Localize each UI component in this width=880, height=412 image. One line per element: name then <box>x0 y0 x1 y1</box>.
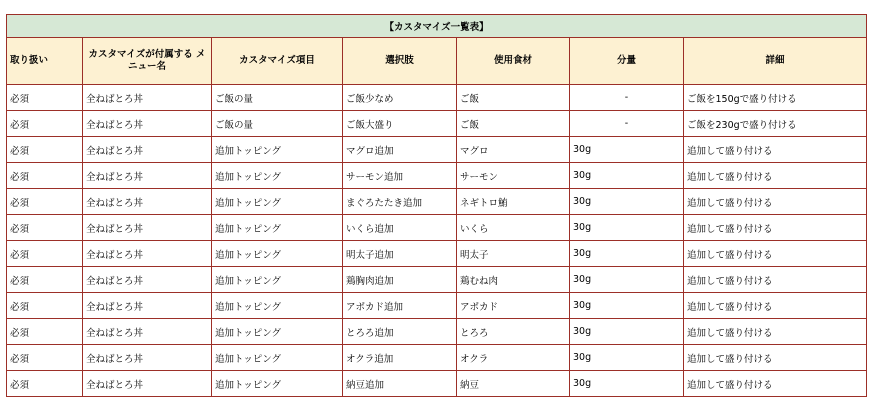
cell-menu-name: 全ねばとろ丼 <box>83 215 212 241</box>
table-header-row <box>7 38 867 85</box>
cell-option: ご飯大盛り <box>343 111 457 137</box>
cell-ingredient: ご飯 <box>457 111 570 137</box>
cell-handling: 必須 <box>7 267 83 293</box>
cell-detail: 追加して盛り付ける <box>684 163 867 189</box>
cell-custom-item: 追加トッピング <box>212 215 343 241</box>
cell-ingredient: ネギトロ鮪 <box>457 189 570 215</box>
cell-menu-name: 全ねばとろ丼 <box>83 371 212 397</box>
cell-detail: 追加して盛り付ける <box>684 189 867 215</box>
table-row[interactable] <box>7 267 867 293</box>
cell-ingredient: ご飯 <box>457 85 570 111</box>
cell-option: サーモン追加 <box>343 163 457 189</box>
table-row[interactable] <box>7 215 867 241</box>
cell-custom-item: 追加トッピング <box>212 293 343 319</box>
cell-custom-item: 追加トッピング <box>212 319 343 345</box>
header-detail: 詳細 <box>684 38 867 85</box>
header-ingredient: 使用食材 <box>457 38 570 85</box>
cell-handling: 必須 <box>7 111 83 137</box>
cell-menu-name: 全ねばとろ丼 <box>83 137 212 163</box>
cell-amount: 30g <box>570 189 684 215</box>
header-menu-name: カスタマイズが付属する メニュー名 <box>83 38 212 85</box>
cell-amount: - <box>570 111 684 137</box>
cell-handling: 必須 <box>7 163 83 189</box>
cell-option: マグロ追加 <box>343 137 457 163</box>
table-row[interactable] <box>7 137 867 163</box>
cell-amount: 30g <box>570 137 684 163</box>
cell-amount: - <box>570 85 684 111</box>
cell-custom-item: 追加トッピング <box>212 267 343 293</box>
cell-ingredient: マグロ <box>457 137 570 163</box>
customization-table <box>6 14 867 397</box>
cell-custom-item: 追加トッピング <box>212 163 343 189</box>
cell-handling: 必須 <box>7 137 83 163</box>
table-body <box>7 85 867 397</box>
cell-option: 鶏胸肉追加 <box>343 267 457 293</box>
cell-ingredient: いくら <box>457 215 570 241</box>
table-row[interactable] <box>7 293 867 319</box>
cell-option: 納豆追加 <box>343 371 457 397</box>
cell-amount: 30g <box>570 215 684 241</box>
cell-handling: 必須 <box>7 85 83 111</box>
cell-option: ご飯少なめ <box>343 85 457 111</box>
cell-menu-name: 全ねばとろ丼 <box>83 241 212 267</box>
cell-ingredient: 鶏むね肉 <box>457 267 570 293</box>
customization-sheet <box>6 14 866 397</box>
cell-option: まぐろたたき追加 <box>343 189 457 215</box>
cell-custom-item: 追加トッピング <box>212 345 343 371</box>
table-row[interactable] <box>7 241 867 267</box>
cell-handling: 必須 <box>7 319 83 345</box>
cell-menu-name: 全ねばとろ丼 <box>83 319 212 345</box>
cell-amount: 30g <box>570 345 684 371</box>
cell-custom-item: 追加トッピング <box>212 371 343 397</box>
table-row[interactable] <box>7 371 867 397</box>
cell-option: とろろ追加 <box>343 319 457 345</box>
cell-option: 明太子追加 <box>343 241 457 267</box>
cell-menu-name: 全ねばとろ丼 <box>83 267 212 293</box>
cell-handling: 必須 <box>7 371 83 397</box>
cell-ingredient: オクラ <box>457 345 570 371</box>
cell-detail: 追加して盛り付ける <box>684 267 867 293</box>
cell-menu-name: 全ねばとろ丼 <box>83 85 212 111</box>
cell-detail: 追加して盛り付ける <box>684 137 867 163</box>
header-custom-item: カスタマイズ項目 <box>212 38 343 85</box>
cell-ingredient: とろろ <box>457 319 570 345</box>
cell-custom-item: 追加トッピング <box>212 137 343 163</box>
cell-detail: ご飯を230gで盛り付ける <box>684 111 867 137</box>
cell-custom-item: 追加トッピング <box>212 189 343 215</box>
cell-amount: 30g <box>570 371 684 397</box>
table-title: 【カスタマイズ一覧表】 <box>7 15 867 38</box>
header-handling: 取り扱い <box>7 38 83 85</box>
cell-custom-item: 追加トッピング <box>212 241 343 267</box>
cell-amount: 30g <box>570 293 684 319</box>
cell-handling: 必須 <box>7 241 83 267</box>
cell-option: オクラ追加 <box>343 345 457 371</box>
cell-custom-item: ご飯の量 <box>212 111 343 137</box>
header-option: 選択肢 <box>343 38 457 85</box>
cell-ingredient: 明太子 <box>457 241 570 267</box>
cell-detail: 追加して盛り付ける <box>684 371 867 397</box>
cell-custom-item: ご飯の量 <box>212 85 343 111</box>
cell-detail: 追加して盛り付ける <box>684 293 867 319</box>
table-row[interactable] <box>7 163 867 189</box>
table-row[interactable] <box>7 85 867 111</box>
cell-menu-name: 全ねばとろ丼 <box>83 345 212 371</box>
cell-amount: 30g <box>570 319 684 345</box>
table-row[interactable] <box>7 111 867 137</box>
cell-ingredient: アボカド <box>457 293 570 319</box>
cell-detail: 追加して盛り付ける <box>684 241 867 267</box>
cell-option: いくら追加 <box>343 215 457 241</box>
header-amount: 分量 <box>570 38 684 85</box>
cell-detail: 追加して盛り付ける <box>684 215 867 241</box>
table-title-row <box>7 15 867 38</box>
cell-handling: 必須 <box>7 189 83 215</box>
cell-amount: 30g <box>570 241 684 267</box>
cell-handling: 必須 <box>7 215 83 241</box>
table-row[interactable] <box>7 319 867 345</box>
cell-amount: 30g <box>570 267 684 293</box>
cell-detail: 追加して盛り付ける <box>684 319 867 345</box>
cell-menu-name: 全ねばとろ丼 <box>83 293 212 319</box>
cell-detail: ご飯を150gで盛り付ける <box>684 85 867 111</box>
cell-menu-name: 全ねばとろ丼 <box>83 189 212 215</box>
cell-amount: 30g <box>570 163 684 189</box>
cell-menu-name: 全ねばとろ丼 <box>83 111 212 137</box>
cell-menu-name: 全ねばとろ丼 <box>83 163 212 189</box>
table-row[interactable] <box>7 345 867 371</box>
cell-option: アボカド追加 <box>343 293 457 319</box>
cell-detail: 追加して盛り付ける <box>684 345 867 371</box>
table-row[interactable] <box>7 189 867 215</box>
cell-handling: 必須 <box>7 345 83 371</box>
cell-ingredient: サーモン <box>457 163 570 189</box>
cell-ingredient: 納豆 <box>457 371 570 397</box>
cell-handling: 必須 <box>7 293 83 319</box>
